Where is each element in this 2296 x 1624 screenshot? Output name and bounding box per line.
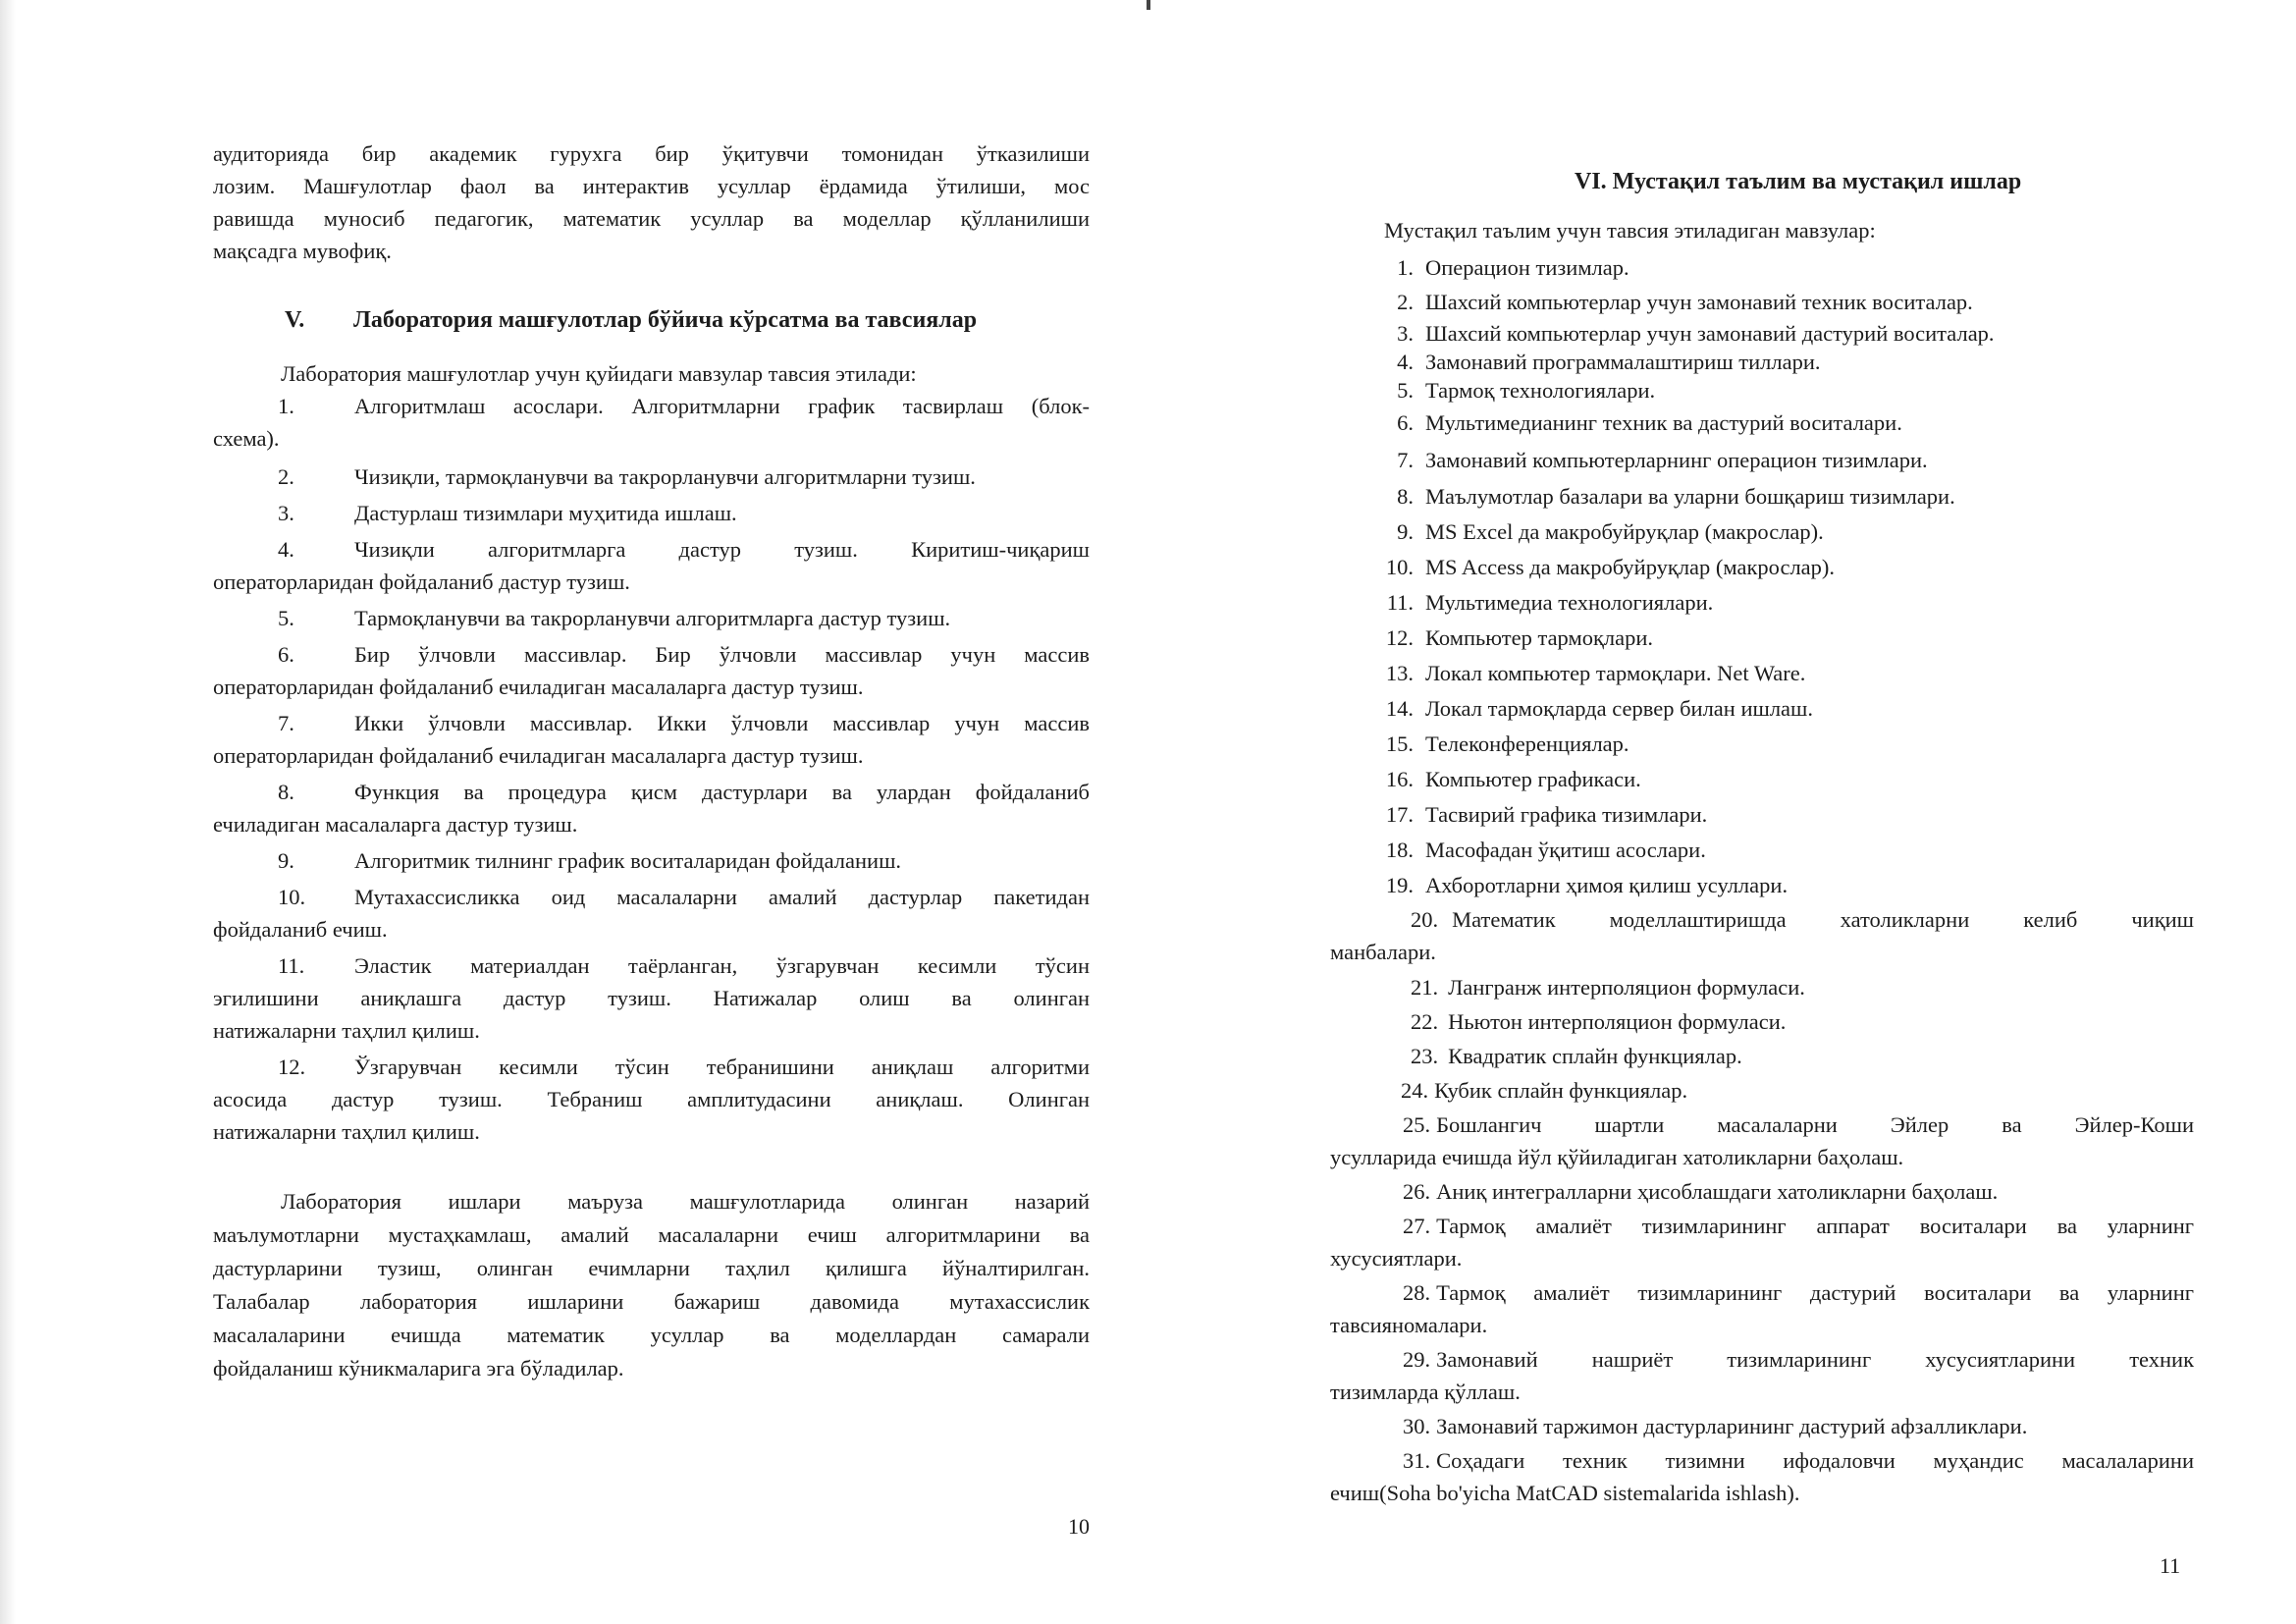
item-text: Алгоритмик тилнинг график воситаларидан фойдаланиш. bbox=[354, 848, 902, 873]
list-item bbox=[213, 881, 1090, 913]
item-number: 23. bbox=[1411, 1044, 1439, 1068]
item-number: 4. bbox=[278, 537, 294, 562]
item-text: Ньютон интерполяцион формуласи. bbox=[1448, 1009, 1787, 1034]
item-text: Бошлангич шартли масалаларни Эйлер ва Эйлер-Коши bbox=[1436, 1112, 2194, 1137]
item-text: Икки ўлчовли массивлар. Икки ўлчовли массивлар учун массив bbox=[354, 711, 1090, 735]
item-text-cont: схема). bbox=[213, 426, 280, 451]
item-text-cont: эгилишини аниқлашга дастур тузиш. Натижалар олиш ва олинган bbox=[213, 986, 1090, 1010]
item-text-cont: асосида дастур тузиш. Тебраниш амплитудасини аниқлаш. Олинган bbox=[213, 1087, 1090, 1111]
item-number: 5. bbox=[278, 606, 294, 630]
item-text-cont: тизимларда қўллаш. bbox=[1330, 1380, 1521, 1404]
intro-paragraph bbox=[213, 137, 1090, 267]
item-text: Замонавий программалаштириш тиллари. bbox=[1425, 350, 1821, 374]
item-number: 26. bbox=[1403, 1179, 1431, 1204]
item-text: Мультимедиа технологиялари. bbox=[1425, 590, 1714, 615]
item-text-cont: тавсияномалари. bbox=[1330, 1313, 1488, 1337]
item-text-cont: фойдаланиб ечиш. bbox=[213, 917, 388, 942]
item-number: 29. bbox=[1403, 1347, 1431, 1372]
item-number: 10. bbox=[278, 885, 306, 909]
item-text: Шахсий компьютерлар учун замонавий дастурий воситалар. bbox=[1425, 321, 1995, 346]
item-text: Локал тармоқларда сервер билан ишлаш. bbox=[1425, 696, 1813, 721]
closing-line: Лаборатория ишлари маъруза машғулотларида олинган назарий bbox=[281, 1189, 1090, 1214]
list-item bbox=[1374, 656, 1995, 691]
page-number: 11 bbox=[2160, 1553, 2181, 1578]
item-number: 7. bbox=[1397, 448, 1414, 472]
item-number: 7. bbox=[278, 711, 294, 735]
item-number: 6. bbox=[1397, 410, 1414, 435]
list-item bbox=[1330, 1410, 2194, 1442]
item-text: Компьютер тармоқлари. bbox=[1425, 625, 1654, 650]
item-number: 16. bbox=[1385, 767, 1414, 791]
item-text: Математик моделлаштиришда хатоликларни келиб чиқиш bbox=[1452, 907, 2194, 932]
list-item bbox=[213, 776, 1090, 808]
list-item bbox=[1374, 319, 1995, 348]
item-text-cont: усулларида ечишда йўл қўйиладиган хатоликларни баҳолаш. bbox=[1330, 1145, 1904, 1169]
item-number: 3. bbox=[278, 501, 294, 525]
list-item bbox=[1374, 514, 1995, 550]
item-text: Замонавий компьютерларнинг операцион тизимлари. bbox=[1425, 448, 1928, 472]
item-number: 9. bbox=[1397, 519, 1414, 544]
list-item bbox=[1374, 691, 1995, 727]
list-item bbox=[1374, 550, 1995, 585]
closing-line: маълумотларни мустаҳкамлаш, амалий масалаларни ечиш алгоритмларини ва bbox=[213, 1222, 1090, 1247]
item-text: Соҳадаги техник тизимни ифодаловчи муҳандис масалаларини bbox=[1436, 1448, 2194, 1473]
item-number: 13. bbox=[1385, 661, 1414, 685]
item-text: Операцион тизимлар. bbox=[1425, 255, 1629, 280]
intro-line: мақсадга мувофиқ. bbox=[213, 239, 392, 263]
closing-line: масалаларини ечишда математик усуллар ва моделлардан самарали bbox=[213, 1323, 1090, 1347]
item-number: 21. bbox=[1411, 975, 1439, 1000]
item-text-cont: натижаларни таҳлил қилиш. bbox=[213, 1119, 480, 1144]
lab-items-list bbox=[213, 390, 1090, 1148]
section-heading bbox=[285, 307, 977, 334]
item-text: Чизиқли, тармоқланувчи ва такрорланувчи алгоритмларни тузиш. bbox=[354, 464, 976, 489]
item-number: 22. bbox=[1411, 1009, 1439, 1034]
item-text: Квадратик сплайн функциялар. bbox=[1448, 1044, 1742, 1068]
list-item bbox=[1374, 348, 1995, 376]
list-item bbox=[213, 460, 1090, 493]
item-number: 1. bbox=[278, 394, 294, 418]
item-text: Локал компьютер тармоқлари. Net Ware. bbox=[1425, 661, 1806, 685]
item-number: 20. bbox=[1411, 907, 1439, 932]
item-number: 2. bbox=[1397, 290, 1414, 314]
section-heading: VI. Мустақил таълим ва мустақил ишлар bbox=[1575, 169, 2022, 194]
item-text-cont: хусусиятлари. bbox=[1330, 1246, 1463, 1271]
list-item bbox=[1374, 442, 1995, 478]
list-item bbox=[1330, 971, 2194, 1003]
item-number: 8. bbox=[278, 780, 294, 804]
item-text: Ахборотларни ҳимоя қилиш усуллари. bbox=[1425, 873, 1789, 897]
item-text-cont: операторларидан фойдаланиб ечиладиган масалаларга дастур тузиш. bbox=[213, 675, 864, 699]
list-item bbox=[1374, 376, 1995, 405]
item-text: Мультимедианинг техник ва дастурий воситалари. bbox=[1425, 410, 1902, 435]
item-text: Замонавий таржимон дастурларининг дастурий афзалликлари. bbox=[1436, 1414, 2028, 1438]
list-item bbox=[1330, 1210, 2194, 1242]
closing-line: фойдаланиш кўникмаларига эга бўладилар. bbox=[213, 1356, 624, 1380]
lab-intro: Лаборатория машғулотлар учун қуйидаги мавзулар тавсия этилади: bbox=[281, 361, 917, 386]
list-item bbox=[1374, 478, 1995, 514]
item-number: 30. bbox=[1403, 1414, 1431, 1438]
list-item bbox=[213, 497, 1090, 529]
list-item bbox=[1374, 286, 1995, 319]
closing-paragraph bbox=[213, 1185, 1090, 1385]
list-item bbox=[213, 390, 1090, 422]
item-number: 14. bbox=[1385, 696, 1414, 721]
item-number: 12. bbox=[278, 1055, 306, 1079]
list-item bbox=[1374, 833, 1995, 868]
item-number: 17. bbox=[1385, 802, 1414, 827]
list-item bbox=[1374, 868, 1995, 903]
item-text: Алгоритмлаш асослари. Алгоритмларни график тасвирлаш (блок- bbox=[354, 394, 1090, 418]
self-study-list-continued bbox=[1330, 903, 2194, 1509]
item-text: Тасвирий графика тизимлари. bbox=[1425, 802, 1708, 827]
item-text: Шахсий компьютерлар учун замонавий техник воситалар. bbox=[1425, 290, 1973, 314]
item-text: Эластик материалдан таёрланган, ўзгарувчан кесимли тўсин bbox=[354, 953, 1090, 978]
closing-line: Талабалар лаборатория ишларини бажариш давомида мутахассислик bbox=[213, 1289, 1090, 1314]
self-study-intro: Мустақил таълим учун тавсия этиладиган мавзулар: bbox=[1384, 218, 1876, 243]
list-item bbox=[1374, 797, 1995, 833]
item-number: 28. bbox=[1403, 1280, 1431, 1305]
list-item bbox=[1330, 1109, 2194, 1141]
list-item bbox=[1330, 1444, 2194, 1477]
list-item bbox=[1374, 621, 1995, 656]
item-text: Маълумотлар базалари ва уларни бошқариш тизимлари. bbox=[1425, 484, 1955, 509]
item-text-cont: ечиладиган масалаларга дастур тузиш. bbox=[213, 812, 578, 837]
list-item bbox=[1374, 250, 1995, 286]
item-text: Компьютер графикаси. bbox=[1425, 767, 1641, 791]
section-number: V. bbox=[285, 307, 305, 333]
item-number: 4. bbox=[1397, 350, 1414, 374]
item-text-cont: ечиш(Soha bo'yicha MatCAD sistemalarida ishlash). bbox=[1330, 1481, 1800, 1505]
list-item bbox=[1374, 585, 1995, 621]
item-text: Лангранж интерполяцион формуласи. bbox=[1448, 975, 1805, 1000]
item-number: 9. bbox=[278, 848, 294, 873]
item-text: Дастурлаш тизимлари муҳитида ишлаш. bbox=[354, 501, 737, 525]
item-text: Кубик сплайн функциялар. bbox=[1434, 1078, 1688, 1103]
item-text: Тармоқ технологиялари. bbox=[1425, 378, 1656, 403]
item-number: 5. bbox=[1397, 378, 1414, 403]
item-number: 11. bbox=[278, 953, 305, 978]
item-number: 10. bbox=[1385, 555, 1414, 579]
item-text-cont: манбалари. bbox=[1330, 940, 1436, 964]
item-text: Тармоқ амалиёт тизимларининг дастурий воситалари ва уларнинг bbox=[1436, 1280, 2194, 1305]
list-item bbox=[213, 533, 1090, 566]
item-text: MS Access да макробуйруқлар (макрослар). bbox=[1425, 555, 1836, 579]
item-text: Масофадан ўқитиш асослари. bbox=[1425, 838, 1706, 862]
list-item bbox=[1374, 405, 1995, 442]
self-study-list bbox=[1374, 250, 1995, 903]
item-text: Аниқ интегралларни ҳисоблашдаги хатоликларни баҳолаш. bbox=[1436, 1179, 1999, 1204]
list-item bbox=[213, 1051, 1090, 1083]
list-item bbox=[1330, 903, 2194, 936]
intro-line: равишда муносиб педагогик, математик усуллар ва моделлар қўлланилиши bbox=[213, 206, 1090, 231]
intro-line: лозим. Машғулотлар фаол ва интерактив усуллар ёрдамида ўтилиши, мос bbox=[213, 174, 1090, 198]
item-number: 27. bbox=[1403, 1214, 1431, 1238]
page-number: 10 bbox=[1068, 1514, 1090, 1539]
item-number: 25. bbox=[1403, 1112, 1431, 1137]
list-item bbox=[1330, 1040, 2194, 1072]
closing-line: дастурларини тузиш, олинган ечимларни таҳлил қилишга йўналтирилган. bbox=[213, 1256, 1090, 1280]
item-text-cont: операторларидан фойдаланиб ечиладиган масалаларга дастур тузиш. bbox=[213, 743, 864, 768]
item-number: 1. bbox=[1397, 255, 1414, 280]
item-text: Мутахассисликка оид масалаларни амалий дастурлар пакетидан bbox=[354, 885, 1090, 909]
item-number: 18. bbox=[1385, 838, 1414, 862]
section-title: Лаборатория машғулотлар бўйича кўрсатма ва тавсиялар bbox=[353, 307, 978, 333]
item-text: Чизиқли алгоритмларга дастур тузиш. Киритиш-чиқариш bbox=[354, 537, 1090, 562]
item-number: 31. bbox=[1403, 1448, 1431, 1473]
list-item bbox=[1330, 1276, 2194, 1309]
item-text: Тармоқланувчи ва такрорланувчи алгоритмларга дастур тузиш. bbox=[354, 606, 951, 630]
intro-line: аудиторияда бир академик гурухга бир ўқитувчи томонидан ўтказилиши bbox=[213, 141, 1090, 166]
item-text: Ўзгарувчан кесимли тўсин тебранишини аниқлаш алгоритми bbox=[354, 1055, 1090, 1079]
list-item bbox=[1330, 1175, 2194, 1208]
item-text-cont: натижаларни таҳлил қилиш. bbox=[213, 1018, 480, 1043]
list-item bbox=[1330, 1005, 2194, 1038]
item-number: 15. bbox=[1385, 731, 1414, 756]
list-item bbox=[213, 844, 1090, 877]
list-item bbox=[213, 707, 1090, 739]
list-item bbox=[1330, 1343, 2194, 1376]
item-number: 2. bbox=[278, 464, 294, 489]
item-number: 12. bbox=[1385, 625, 1414, 650]
item-number: 6. bbox=[278, 642, 294, 667]
item-number: 19. bbox=[1385, 873, 1414, 897]
item-number: 11. bbox=[1386, 590, 1414, 615]
list-item bbox=[213, 949, 1090, 982]
item-text: MS Excel да макробуйруқлар (макрослар). bbox=[1425, 519, 1824, 544]
item-text: Бир ўлчовли массивлар. Бир ўлчовли массивлар учун массив bbox=[354, 642, 1090, 667]
item-number: 24. bbox=[1401, 1078, 1429, 1103]
list-item bbox=[1330, 1074, 2194, 1107]
item-text: Тармоқ амалиёт тизимларининг аппарат воситалари ва уларнинг bbox=[1436, 1214, 2194, 1238]
list-item bbox=[213, 602, 1090, 634]
item-text: Телеконференциялар. bbox=[1425, 731, 1629, 756]
list-item bbox=[213, 638, 1090, 671]
item-text: Функция ва процедура қисм дастурлари ва улардан фойдаланиб bbox=[354, 780, 1090, 804]
list-item bbox=[1374, 762, 1995, 797]
item-number: 3. bbox=[1397, 321, 1414, 346]
item-text: Замонавий нашриёт тизимларининг хусусиятларини техник bbox=[1436, 1347, 2194, 1372]
list-item bbox=[1374, 727, 1995, 762]
item-text-cont: операторларидан фойдаланиб дастур тузиш. bbox=[213, 569, 630, 594]
item-number: 8. bbox=[1397, 484, 1414, 509]
